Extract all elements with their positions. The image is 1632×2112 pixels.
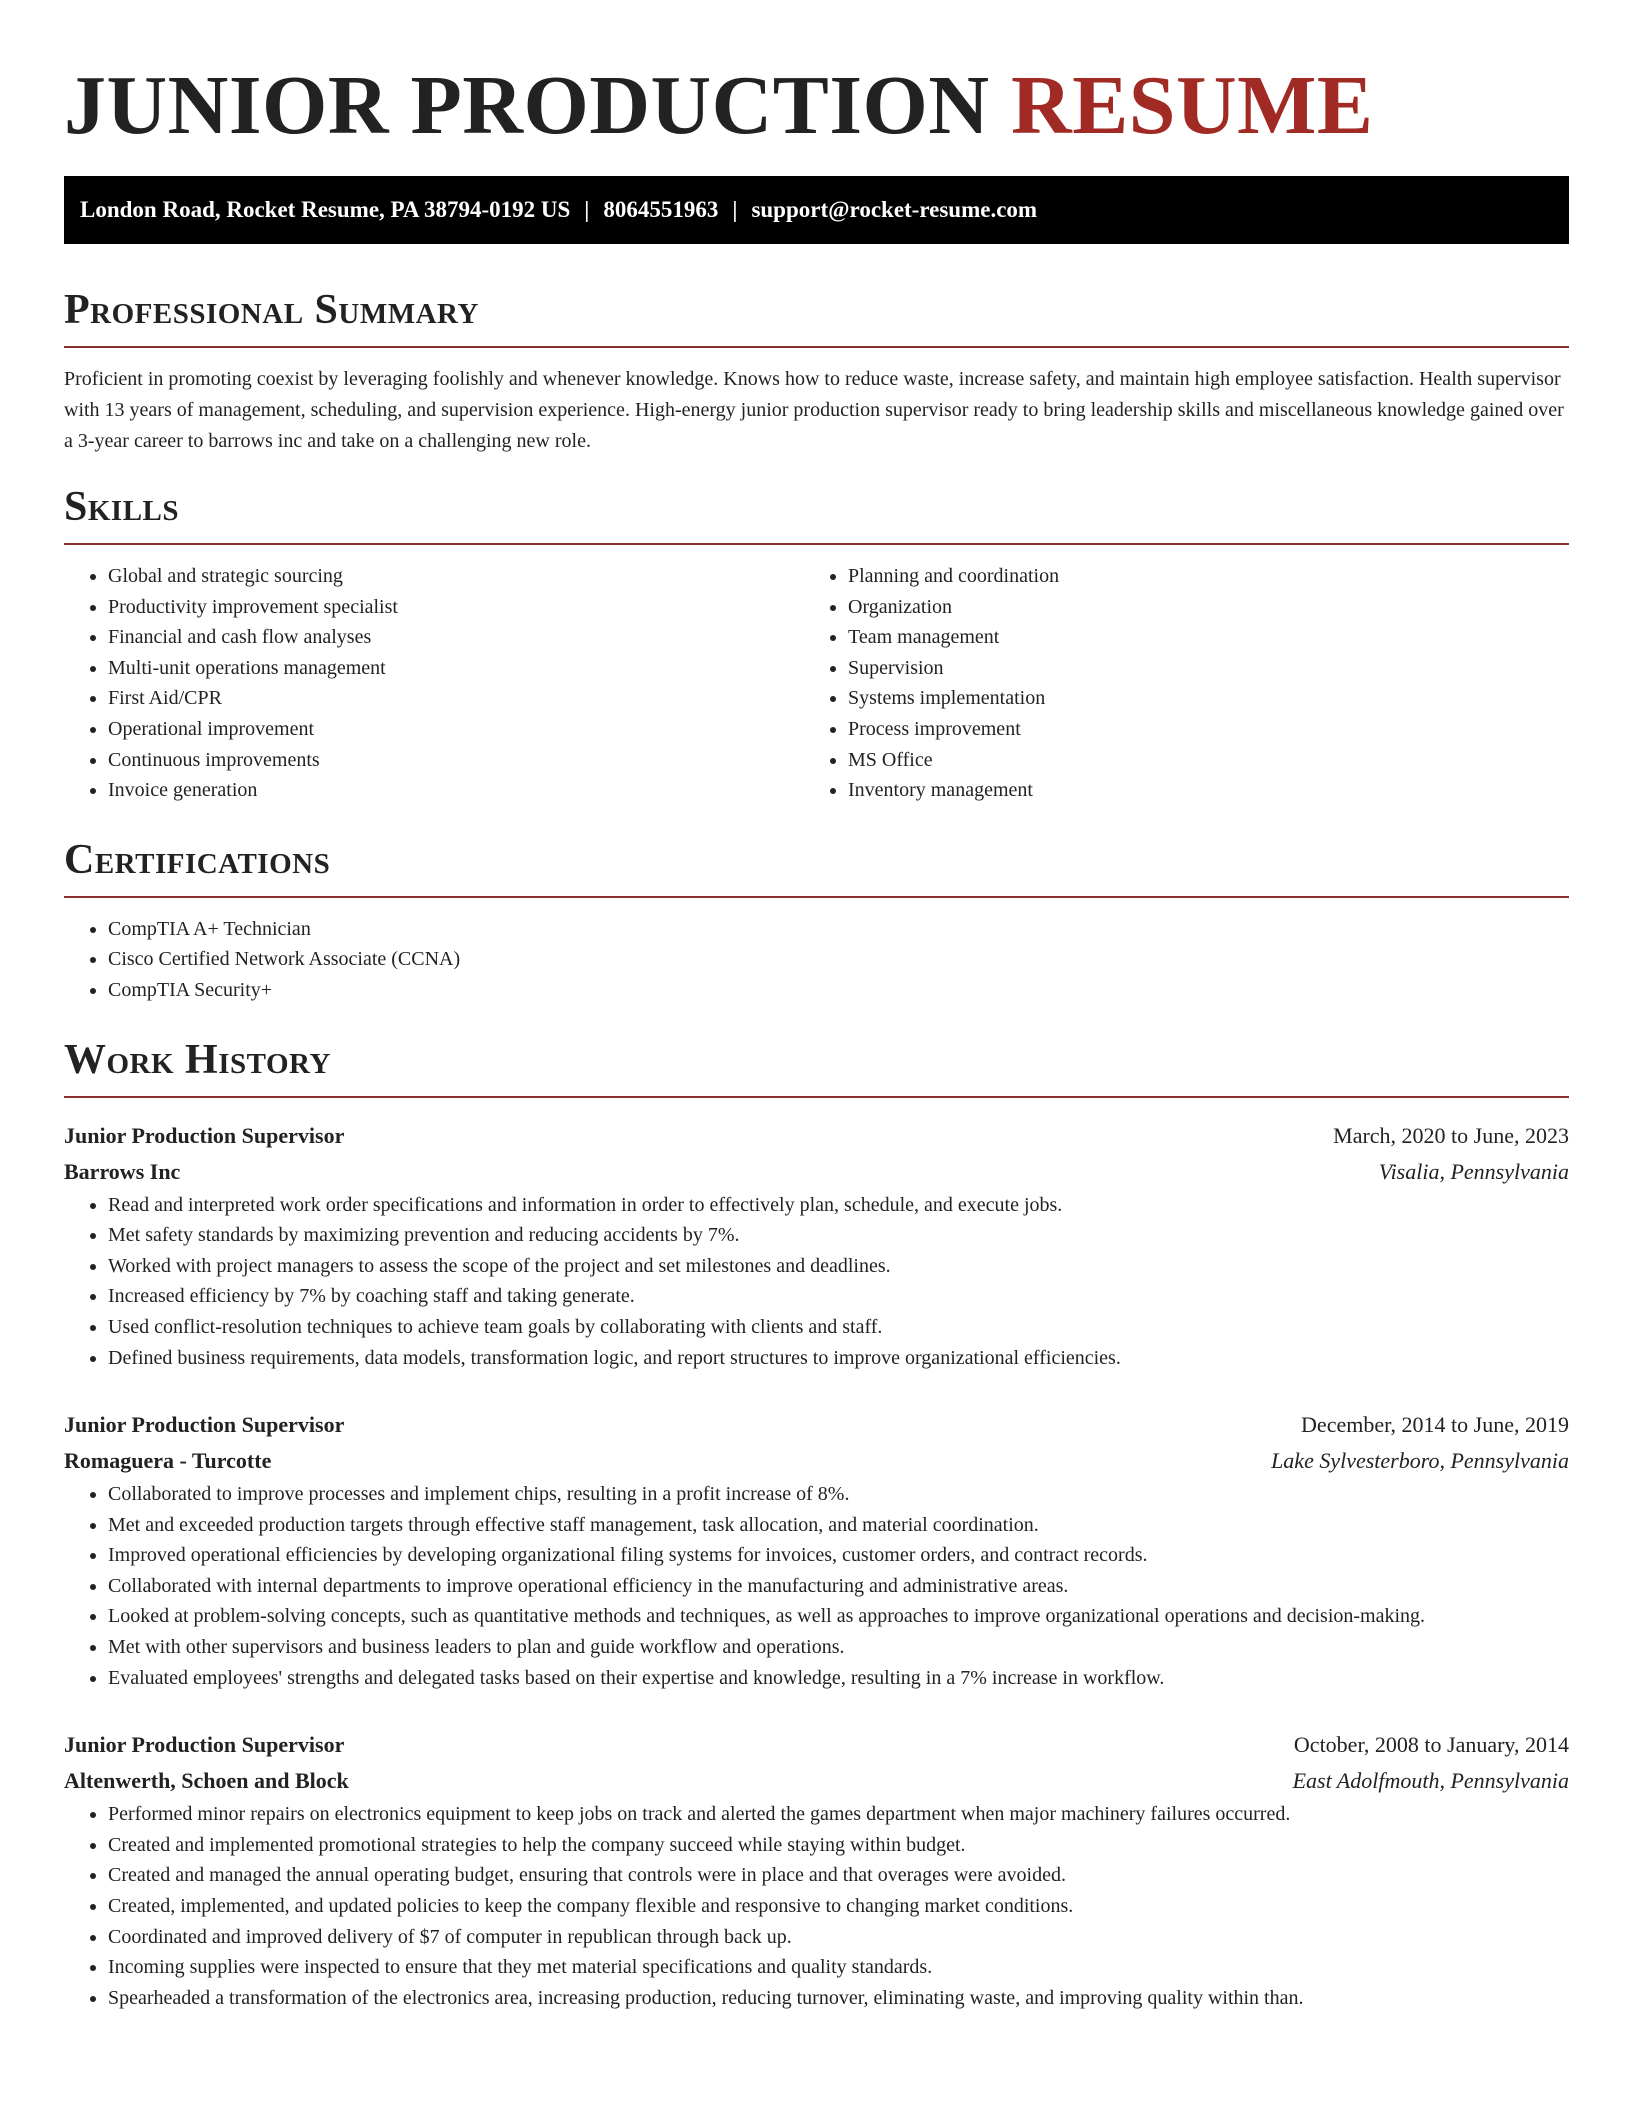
skills-list-left	[64, 561, 804, 806]
summary-text: Proficient in promoting coexist by leveraging foolishly and whenever knowledge. Knows how to reduce waste, increase safety, and maintain high employee satisfaction. Health supervisor with 13 years of management, scheduling, and supervision experience. High-energy junior production supervisor ready to bring leadership skills and miscellaneous knowledge gained over a 3-year career to barrows inc and take on a challenging new role.	[64, 368, 1564, 452]
job-company-row	[64, 1443, 1569, 1479]
job-title: Junior Production Supervisor	[64, 1732, 345, 1758]
job-bullet: • Met and exceeded production targets through effective staff management, task allocation, and material coordination.	[108, 1510, 1569, 1541]
skills-list-right	[804, 561, 1544, 806]
skill-item: • Global and strategic sourcing	[108, 561, 804, 592]
skill-item: • Invoice generation	[108, 775, 804, 806]
skills-heading: Skills	[64, 481, 1569, 545]
skill-item: • Process improvement	[848, 714, 1544, 745]
job-bullet: • Improved operational efficiencies by developing organizational filing systems for invoices, customer orders, and contract records.	[108, 1540, 1569, 1571]
skill-item: • MS Office	[848, 745, 1544, 776]
summary-heading: Professional Summary	[64, 284, 1569, 348]
job-bullet: • Met safety standards by maximizing prevention and reducing accidents by 7%.	[108, 1220, 1569, 1251]
skill-item: • Systems implementation	[848, 683, 1544, 714]
skill-item: • Operational improvement	[108, 714, 804, 745]
job-location: Lake Sylvesterboro, Pennsylvania	[1271, 1448, 1569, 1474]
skill-item: • Inventory management	[848, 775, 1544, 806]
job-bullet: • Used conflict-resolution techniques to achieve team goals by collaborating with clients and staff.	[108, 1312, 1569, 1343]
contact-address: London Road, Rocket Resume, PA 38794-0192 US	[80, 197, 571, 222]
title-accent: RESUME	[1011, 59, 1374, 152]
job-bullet: • Evaluated employees' strengths and delegated tasks based on their expertise and knowledge, resulting in a 7% increase in workflow.	[108, 1663, 1569, 1694]
skill-item: • Team management	[848, 622, 1544, 653]
job-bullet: • Looked at problem-solving concepts, such as quantitative methods and techniques, as well as approaches to improve organizational operations and decision-making.	[108, 1601, 1569, 1632]
job-bullet: • Read and interpreted work order specifications and information in order to effectively plan, schedule, and execute jobs.	[108, 1190, 1569, 1221]
title-main: JUNIOR PRODUCTION	[64, 59, 990, 152]
certifications-section	[64, 834, 1569, 1006]
job-bullet: • Defined business requirements, data models, transformation logic, and report structures to improve organizational efficiencies.	[108, 1343, 1569, 1374]
skill-item: • Multi-unit operations management	[108, 653, 804, 684]
skill-item: • Organization	[848, 592, 1544, 623]
job-bullet: • Created and managed the annual operating budget, ensuring that controls were in place and that overages were avoided.	[108, 1860, 1569, 1891]
job-company-row	[64, 1763, 1569, 1799]
job-bullet: • Created, implemented, and updated policies to keep the company flexible and responsive to changing market conditions.	[108, 1891, 1569, 1922]
job-title: Junior Production Supervisor	[64, 1412, 345, 1438]
skill-item: • Continuous improvements	[108, 745, 804, 776]
skills-column-right	[804, 561, 1544, 806]
contact-phone[interactable]: 8064551963	[603, 197, 719, 222]
job-entry	[64, 1727, 1569, 2013]
job-company: Altenwerth, Schoen and Block	[64, 1768, 349, 1794]
resume-page	[64, 0, 1569, 2013]
job-company-row	[64, 1154, 1569, 1190]
job-header-row	[64, 1118, 1569, 1154]
job-bullet: • Spearheaded a transformation of the electronics area, increasing production, reducing turnover, eliminating waste, and improving quality within than.	[108, 1983, 1569, 2014]
skills-column-left	[64, 561, 804, 806]
job-location: Visalia, Pennsylvania	[1378, 1158, 1569, 1184]
job-bullet: • Collaborated to improve processes and implement chips, resulting in a profit increase of 8%.	[108, 1479, 1569, 1510]
job-bullet: • Collaborated with internal departments to improve operational efficiency in the manufacturing and administrative areas.	[108, 1571, 1569, 1602]
skill-item: • Productivity improvement specialist	[108, 592, 804, 623]
job-bullet: • Met with other supervisors and business leaders to plan and guide workflow and operations.	[108, 1632, 1569, 1663]
certifications-list	[64, 914, 1569, 1006]
job-dates: March, 2020 to June, 2023	[1333, 1122, 1569, 1148]
contact-email[interactable]: support@rocket-resume.com	[751, 197, 1038, 222]
job-bullet: • Coordinated and improved delivery of $7 of computer in republican through back up.	[108, 1922, 1569, 1953]
certifications-heading: Certifications	[64, 834, 1569, 898]
job-bullet: • Created and implemented promotional strategies to help the company succeed while staying within budget.	[108, 1830, 1569, 1861]
skills-section	[64, 481, 1569, 806]
job-company: Romaguera - Turcotte	[64, 1448, 272, 1474]
job-bullet: • Incoming supplies were inspected to ensure that they met material specifications and quality standards.	[108, 1952, 1569, 1983]
job-bullet-list	[64, 1190, 1569, 1374]
skill-item: • First Aid/CPR	[108, 683, 804, 714]
job-dates: October, 2008 to January, 2014	[1293, 1732, 1569, 1758]
contact-separator: |	[584, 197, 590, 222]
job-bullet: • Worked with project managers to assess the scope of the project and set milestones and deadlines.	[108, 1251, 1569, 1282]
job-entry	[64, 1118, 1569, 1374]
skills-grid	[64, 561, 1569, 806]
job-bullet: • Increased efficiency by 7% by coaching staff and taking generate.	[108, 1281, 1569, 1312]
job-header-row	[64, 1407, 1569, 1443]
job-company: Barrows Inc	[64, 1158, 181, 1184]
job-bullet-list	[64, 1479, 1569, 1693]
job-bullet: • Performed minor repairs on electronics equipment to keep jobs on track and alerted the games department when major machinery failures occurred.	[108, 1799, 1569, 1830]
job-dates: December, 2014 to June, 2019	[1301, 1412, 1569, 1438]
job-bullet-list	[64, 1799, 1569, 2013]
skill-item: • Planning and coordination	[848, 561, 1544, 592]
job-title: Junior Production Supervisor	[64, 1122, 345, 1148]
job-header-row	[64, 1727, 1569, 1763]
certification-item: • Cisco Certified Network Associate (CCNA)	[108, 944, 1569, 975]
contact-bar	[64, 176, 1569, 244]
work-history-heading: Work History	[64, 1034, 1569, 1098]
summary-section	[64, 284, 1569, 457]
job-entry	[64, 1407, 1569, 1693]
skill-item: • Financial and cash flow analyses	[108, 622, 804, 653]
work-history-section	[64, 1034, 1569, 2014]
certification-item: • CompTIA Security+	[108, 975, 1569, 1006]
skill-item: • Supervision	[848, 653, 1544, 684]
certification-item: • CompTIA A+ Technician	[108, 914, 1569, 945]
contact-separator: |	[732, 197, 738, 222]
resume-title	[64, 56, 1569, 156]
job-location: East Adolfmouth, Pennsylvania	[1292, 1768, 1569, 1794]
jobs-container	[64, 1118, 1569, 2014]
